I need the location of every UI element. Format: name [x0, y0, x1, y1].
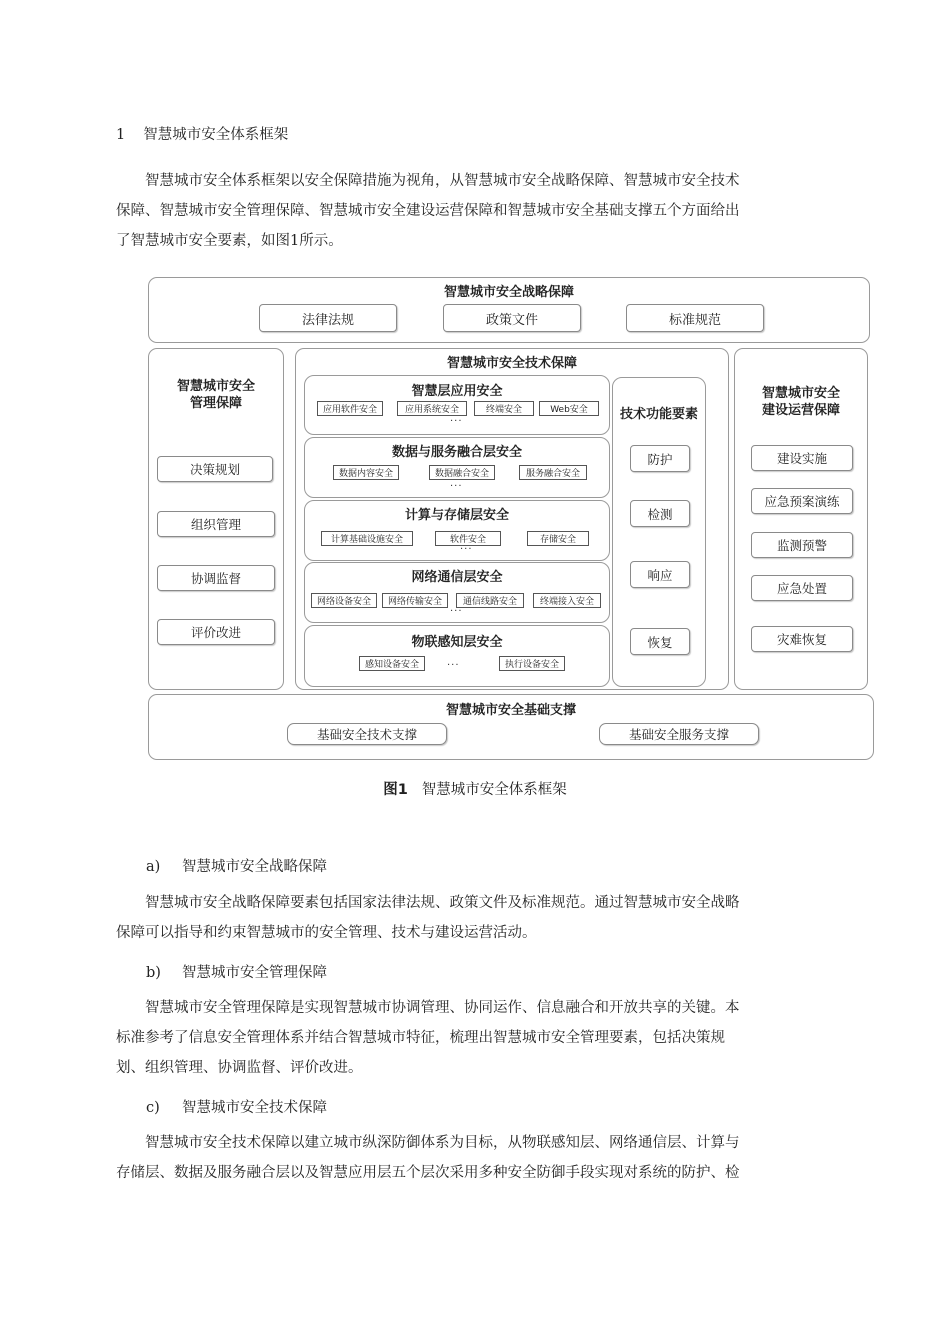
operation-item: 应急预案演练 — [751, 488, 853, 514]
foundation-item: 基础安全技术支撑 — [287, 723, 447, 745]
strategy-item-standard: 标准规范 — [626, 304, 764, 332]
figure-caption-text: 智慧城市安全体系框架 — [421, 782, 567, 798]
list-item-paragraph — [116, 1128, 840, 1188]
management-title-line2: 管理保障 — [189, 396, 242, 411]
foundation-title: 智慧城市安全基础支撑 — [445, 703, 576, 718]
paragraph-line: 存储层、数据及服务融合层以及智慧应用层五个层次采用多种安全防御手段实现对系统的防护、检 — [116, 1165, 740, 1181]
management-item: 协调监督 — [157, 565, 275, 591]
function-item: 恢复 — [630, 628, 690, 655]
paragraph-line: 智慧城市安全管理保障是实现智慧城市协调管理、协同运作、信息融合和开放共享的关键。本 — [145, 1000, 740, 1016]
list-item-heading — [146, 961, 327, 982]
technology-title: 智慧城市安全技术保障 — [446, 356, 577, 371]
strategy-title: 智慧城市安全战略保障 — [443, 285, 574, 300]
paragraph-line: 保障可以指导和约束智慧城市的安全管理、技术与建设运营活动。 — [116, 925, 537, 941]
layer-application — [304, 375, 610, 435]
layer-title: 智慧层应用安全 — [411, 384, 503, 399]
layer-tag: 应用软件安全 — [317, 401, 383, 416]
layer-ellipsis: ··· — [460, 544, 473, 555]
figure-caption — [0, 778, 950, 799]
list-item-heading — [146, 1096, 327, 1117]
operation-box — [734, 348, 868, 690]
paragraph-line: 智慧城市安全战略保障要素包括国家法律法规、政策文件及标准规范。通过智慧城市安全战略 — [145, 895, 740, 911]
list-item-title: 智慧城市安全战略保障 — [182, 859, 327, 875]
layer-tag: 数据内容安全 — [333, 465, 399, 480]
operation-item: 灾难恢复 — [751, 626, 853, 652]
layer-ellipsis: ··· — [450, 481, 463, 492]
figure-label: 图1 — [383, 782, 408, 798]
layer-title: 计算与存储层安全 — [404, 508, 509, 523]
operation-title-line2: 建设运营保障 — [761, 403, 840, 418]
technology-box — [295, 348, 729, 690]
layer-tag: 终端接入安全 — [533, 593, 601, 608]
layer-tag: 终端安全 — [474, 401, 534, 416]
layer-title: 物联感知层安全 — [411, 635, 503, 650]
layer-network — [304, 562, 610, 623]
operation-title-line1: 智慧城市安全 — [761, 386, 840, 401]
layer-tag: 感知设备安全 — [359, 656, 425, 671]
management-item: 决策规划 — [157, 456, 273, 482]
strategy-item-law: 法律法规 — [259, 304, 397, 332]
layer-compute-storage — [304, 500, 610, 561]
layer-title: 数据与服务融合层安全 — [391, 445, 522, 460]
function-item: 响应 — [630, 561, 690, 588]
layer-tag: Web安全 — [539, 401, 599, 416]
paragraph-line: 智慧城市安全技术保障以建立城市纵深防御体系为目标，从物联感知层、网络通信层、计算与 — [145, 1135, 740, 1151]
function-title: 技术功能要素 — [619, 407, 698, 422]
layer-tag: 网络设备安全 — [311, 593, 377, 608]
list-item-title: 智慧城市安全技术保障 — [182, 1100, 327, 1116]
layer-ellipsis: ··· — [447, 660, 460, 671]
list-item-mark: a) — [146, 859, 161, 875]
list-item-paragraph — [116, 888, 840, 948]
layer-data-service — [304, 437, 610, 498]
section-number: 1 — [116, 127, 126, 143]
layer-title: 网络通信层安全 — [411, 570, 503, 585]
layer-tag: 通信线路安全 — [456, 593, 524, 608]
operation-item: 应急处置 — [751, 575, 853, 601]
management-item: 组织管理 — [157, 511, 275, 537]
management-title-line1: 智慧城市安全 — [176, 379, 255, 394]
operation-item: 监测预警 — [751, 532, 853, 558]
list-item-mark: c) — [146, 1100, 160, 1116]
layer-tag: 网络传输安全 — [382, 593, 448, 608]
foundation-item: 基础安全服务支撑 — [599, 723, 759, 745]
list-item-paragraph — [116, 993, 840, 1083]
management-box — [148, 348, 284, 690]
layer-tag: 数据融合安全 — [429, 465, 495, 480]
paragraph-line: 智慧城市安全体系框架以安全保障措施为视角，从智慧城市安全战略保障、智慧城市安全技术 — [145, 173, 740, 189]
list-item-mark: b) — [146, 965, 161, 981]
function-column — [612, 377, 706, 687]
layer-tag: 存储安全 — [527, 531, 589, 546]
strategy-box — [148, 277, 870, 343]
function-item: 防护 — [630, 445, 690, 472]
layer-tag: 软件安全 — [435, 531, 501, 546]
paragraph-line: 划、组织管理、协调监督、评价改进。 — [116, 1060, 363, 1076]
layer-ellipsis: ··· — [450, 416, 463, 427]
layer-iot-sensing — [304, 625, 610, 687]
foundation-box — [148, 694, 874, 760]
paragraph-line: 标准参考了信息安全管理体系并结合智慧城市特征，梳理出智慧城市安全管理要素，包括决策规 — [116, 1030, 725, 1046]
operation-item: 建设实施 — [751, 445, 853, 471]
layer-tag: 计算基础设施安全 — [321, 531, 413, 546]
layer-ellipsis: ··· — [450, 606, 463, 617]
layer-tag: 执行设备安全 — [499, 656, 565, 671]
paragraph-line: 保障、智慧城市安全管理保障、智慧城市安全建设运营保障和智慧城市安全基础支撑五个方面给出 — [116, 203, 740, 219]
section-title: 智慧城市安全体系框架 — [143, 127, 289, 143]
layer-tag: 应用系统安全 — [397, 401, 467, 416]
management-item: 评价改进 — [157, 619, 275, 645]
list-item-heading — [146, 855, 327, 876]
layer-tag: 服务融合安全 — [519, 465, 587, 480]
list-item-title: 智慧城市安全管理保障 — [182, 965, 327, 981]
strategy-item-policy: 政策文件 — [443, 304, 581, 332]
paragraph-line: 了智慧城市安全要素，如图1所示。 — [116, 233, 343, 249]
function-item: 检测 — [630, 500, 690, 527]
